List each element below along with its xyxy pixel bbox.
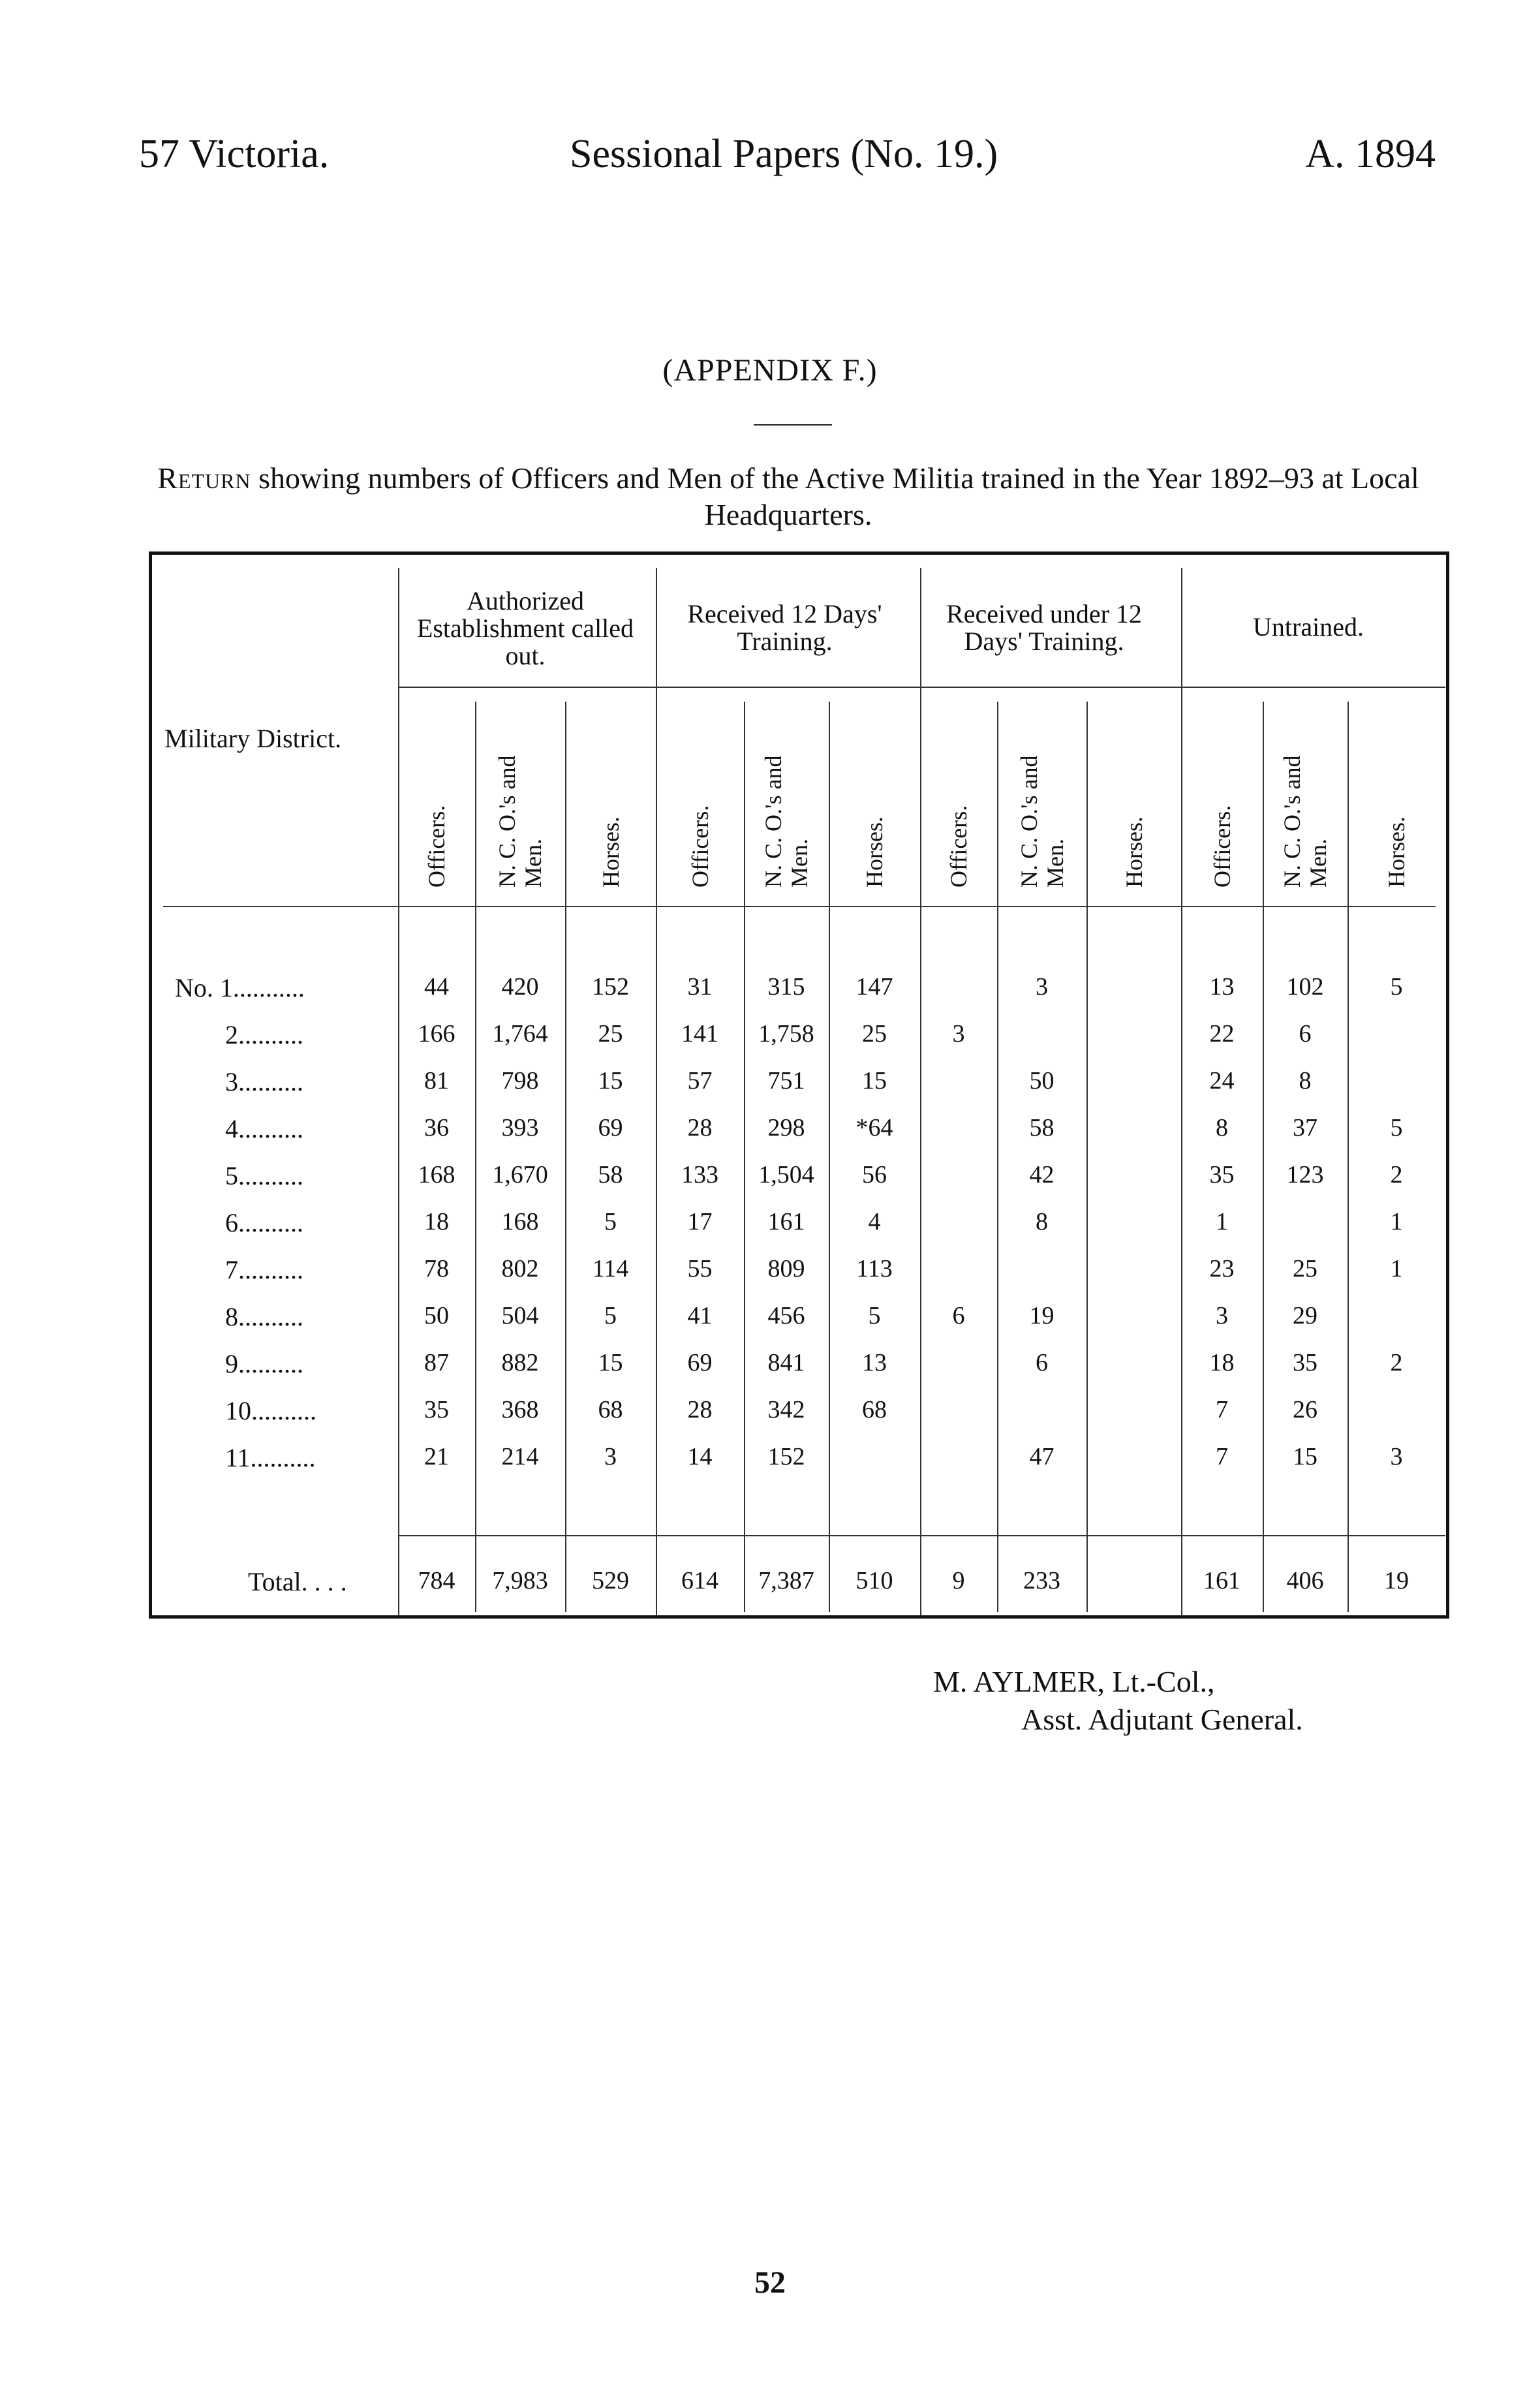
table-cell (920, 1395, 997, 1435)
column-header-ncos (1279, 756, 1331, 888)
table-cell (920, 972, 997, 1012)
row-label: No. 1........... (175, 973, 305, 1002)
table-cell (920, 1254, 997, 1294)
table-cell (1086, 1348, 1181, 1388)
table-cell: 25 (598, 1020, 623, 1047)
table-cell: 5 (1390, 1114, 1403, 1141)
column-header-officers: Officers. (946, 805, 972, 888)
column-header-ncos-line1: N. C. O.'s and (760, 755, 786, 888)
table-cell: 18 (1209, 1349, 1235, 1376)
column-header-officers: Officers. (686, 805, 713, 888)
total-cell: 510 (855, 1567, 893, 1594)
table-cell: 1,670 (492, 1161, 548, 1188)
table-cell: 152 (592, 973, 629, 1001)
row-label: 4.......... (225, 1114, 303, 1143)
total-row-label: Total. . . . (248, 1567, 347, 1596)
table-cell (1348, 1301, 1445, 1341)
table-cell: 8 (1299, 1067, 1312, 1094)
table-cell: 298 (767, 1114, 805, 1141)
table-cell: 31 (687, 973, 713, 1001)
table-cell: 50 (424, 1302, 449, 1329)
group-header-authorized: Authorized Establishment called out. (416, 586, 634, 670)
group-header-rule (398, 687, 1445, 688)
running-head-right: A. 1894 (1305, 132, 1436, 176)
table-cell (1086, 1207, 1181, 1247)
table-cell: 3 (1036, 973, 1048, 1001)
table-cell: 809 (767, 1255, 805, 1282)
table-cell: 2 (1390, 1161, 1403, 1188)
running-head-left: 57 Victoria. (139, 132, 330, 176)
table-cell: 25 (862, 1020, 887, 1047)
table-cell: 25 (1293, 1255, 1317, 1282)
signature-title: Asst. Adjutant General. (1021, 1703, 1303, 1736)
intro-text: showing numbers of Officers and Men of the Active Militia trained in the Year 1892–93 at Local Headquarters. (251, 461, 1419, 531)
table-cell: 3 (1216, 1302, 1228, 1329)
table-cell: 78 (424, 1255, 449, 1282)
total-cell: 9 (952, 1567, 965, 1594)
table-cell: 26 (1293, 1396, 1317, 1423)
table-cell: 42 (1029, 1161, 1055, 1188)
total-rule (398, 1535, 1445, 1536)
table-cell: 393 (501, 1114, 539, 1141)
column-header-ncos-line1: N. C. O.'s and (1015, 755, 1042, 888)
table-cell (1086, 972, 1181, 1012)
table-cell (997, 1254, 1086, 1294)
table-cell (1086, 1301, 1181, 1341)
table-cell: 35 (1293, 1349, 1317, 1376)
table-cell: 168 (418, 1161, 455, 1188)
table-cell: 29 (1293, 1302, 1317, 1329)
table-cell: 133 (681, 1161, 718, 1188)
table-cell: 44 (424, 973, 449, 1001)
table-cell: 342 (767, 1396, 805, 1423)
total-cell: 529 (592, 1567, 629, 1594)
table-cell: 141 (681, 1020, 718, 1047)
table-cell: 19 (1029, 1302, 1055, 1329)
table-cell: 15 (598, 1067, 623, 1094)
table-cell: 24 (1209, 1067, 1235, 1094)
row-label: 5.......... (225, 1161, 303, 1190)
column-header-ncos (1016, 756, 1068, 888)
table-cell: 55 (687, 1255, 713, 1282)
table-cell: 1 (1390, 1208, 1403, 1235)
column-header-horses: Horses. (861, 816, 887, 888)
table-cell: 882 (501, 1349, 539, 1376)
table-cell: 47 (1029, 1443, 1055, 1470)
row-label: 11.......... (225, 1443, 316, 1472)
table-cell: 68 (862, 1396, 887, 1423)
table-cell: 214 (501, 1443, 539, 1470)
table-cell: 161 (767, 1208, 805, 1235)
total-cell: 7,387 (758, 1567, 814, 1594)
table-cell: 4 (868, 1208, 881, 1235)
table-cell: 21 (424, 1443, 449, 1470)
table-cell: 456 (767, 1302, 805, 1329)
table-cell: 6 (1036, 1349, 1048, 1376)
table-cell: 58 (598, 1161, 623, 1188)
column-header-horses: Horses. (597, 816, 624, 888)
table-cell: 1,504 (758, 1161, 814, 1188)
row-label: 3.......... (225, 1067, 303, 1096)
column-header-ncos-line1: N. C. O.'s and (494, 755, 520, 888)
table-cell: 15 (598, 1349, 623, 1376)
table-cell (1086, 1019, 1181, 1059)
total-cell: 406 (1286, 1567, 1324, 1594)
table-cell: 166 (418, 1020, 455, 1047)
table-cell (920, 1160, 997, 1200)
table-cell: 8 (1216, 1114, 1228, 1141)
intro-paragraph (139, 460, 1438, 533)
table-cell: 69 (598, 1114, 623, 1141)
table-cell: 420 (501, 973, 539, 1001)
page-number: 52 (754, 2265, 786, 2300)
table-cell: 802 (501, 1255, 539, 1282)
table-cell: 751 (767, 1067, 805, 1094)
column-header-ncos-line2: Men. (520, 839, 546, 888)
table-cell: 7 (1216, 1396, 1228, 1423)
column-header-ncos (760, 756, 812, 888)
row-label: 8.......... (225, 1302, 303, 1331)
table-cell: 68 (598, 1396, 623, 1423)
table-cell: 23 (1209, 1255, 1235, 1282)
table-cell: 15 (1293, 1443, 1317, 1470)
total-cell: 161 (1203, 1567, 1240, 1594)
table-cell: 168 (501, 1208, 539, 1235)
table-cell: 798 (501, 1067, 539, 1094)
table-cell (997, 1395, 1086, 1435)
column-header-ncos-line2: Men. (1041, 839, 1068, 888)
table-cell (1348, 1395, 1445, 1435)
row-label: 2.......... (225, 1020, 303, 1049)
table-cell: *64 (855, 1114, 893, 1141)
table-cell: 35 (424, 1396, 449, 1423)
table-cell: 8 (1036, 1208, 1048, 1235)
title-rule (754, 424, 832, 426)
total-cell (1086, 1566, 1181, 1606)
appendix-title: (APPENDIX F.) (662, 353, 878, 388)
column-header-rule (163, 906, 1436, 907)
table-cell: 81 (424, 1067, 449, 1094)
total-cell: 784 (418, 1567, 455, 1594)
table-cell: 152 (767, 1443, 805, 1470)
table-cell: 41 (687, 1302, 713, 1329)
table-cell (920, 1207, 997, 1247)
table-cell: 22 (1209, 1020, 1235, 1047)
table-cell (920, 1348, 997, 1388)
column-header-horses: Horses. (1383, 816, 1409, 888)
table-cell (997, 1019, 1086, 1059)
table-cell: 114 (592, 1255, 629, 1282)
table-cell: 69 (687, 1349, 713, 1376)
table-cell: 36 (424, 1114, 449, 1141)
table-cell: 3 (604, 1443, 617, 1470)
table-cell (1086, 1160, 1181, 1200)
group-header-untrained: Untrained. (1253, 612, 1364, 642)
group-header-under-12: Received under 12 Days' Training. (946, 599, 1142, 656)
column-header-ncos-line2: Men. (1305, 839, 1331, 888)
table-cell: 1,764 (492, 1020, 548, 1047)
table-cell: 56 (862, 1161, 887, 1188)
table-cell: 50 (1029, 1067, 1055, 1094)
table-cell: 841 (767, 1349, 805, 1376)
table-cell: 5 (1390, 973, 1403, 1001)
column-header-officers: Officers. (1209, 805, 1235, 888)
table-cell: 87 (424, 1349, 449, 1376)
table-cell: 5 (604, 1302, 617, 1329)
table-cell: 6 (952, 1302, 965, 1329)
table-cell: 7 (1216, 1443, 1228, 1470)
table-cell: 35 (1209, 1161, 1235, 1188)
column-header-ncos-line2: Men. (786, 839, 812, 888)
running-head-center: Sessional Papers (No. 19.) (570, 132, 998, 176)
table-cell: 504 (501, 1302, 539, 1329)
table-cell (920, 1442, 997, 1482)
total-cell: 614 (681, 1567, 718, 1594)
table-cell: 15 (862, 1067, 887, 1094)
table-cell: 3 (952, 1020, 965, 1047)
table-cell: 368 (501, 1396, 539, 1423)
table-cell: 113 (856, 1255, 893, 1282)
table-cell (1348, 1019, 1445, 1059)
table-cell: 28 (687, 1396, 713, 1423)
table-cell (1086, 1395, 1181, 1435)
row-label: 9.......... (225, 1349, 303, 1378)
table-cell: 28 (687, 1114, 713, 1141)
column-header-ncos-line1: N. C. O.'s and (1279, 755, 1305, 888)
column-header-horses: Horses. (1120, 816, 1147, 888)
signature-name: M. AYLMER, Lt.-Col., (933, 1665, 1215, 1698)
total-cell: 233 (1023, 1567, 1060, 1594)
table-cell: 18 (424, 1208, 449, 1235)
table-cell: 14 (687, 1443, 713, 1470)
table-cell: 123 (1286, 1161, 1324, 1188)
table-cell: 147 (855, 973, 893, 1001)
table-cell (1348, 1066, 1445, 1106)
table-cell: 3 (1390, 1443, 1403, 1470)
table-cell: 315 (767, 973, 805, 1001)
table-cell: 1 (1216, 1208, 1228, 1235)
intro-lead: Return (157, 461, 251, 495)
table-cell: 6 (1299, 1020, 1312, 1047)
table-cell: 2 (1390, 1349, 1403, 1376)
row-label: 6.......... (225, 1208, 303, 1237)
table-cell (1086, 1442, 1181, 1482)
table-cell (829, 1442, 920, 1482)
military-district-header: Military District. (164, 724, 342, 753)
table-cell: 5 (868, 1302, 881, 1329)
table-cell (920, 1113, 997, 1153)
table-cell (1086, 1066, 1181, 1106)
table-cell: 17 (687, 1208, 713, 1235)
table-cell: 13 (1209, 973, 1235, 1001)
group-header-received-12: Received 12 Days' Training. (687, 599, 882, 656)
table-cell (920, 1066, 997, 1106)
row-label: 7.......... (225, 1255, 303, 1284)
table-cell: 5 (604, 1208, 617, 1235)
column-header-ncos (494, 756, 546, 888)
table-cell (1086, 1113, 1181, 1153)
column-header-officers: Officers. (424, 805, 450, 888)
table-cell: 102 (1286, 973, 1324, 1001)
total-cell: 7,983 (492, 1567, 548, 1594)
table-cell: 13 (862, 1349, 887, 1376)
table-cell: 1,758 (758, 1020, 814, 1047)
row-label: 10.......... (225, 1396, 316, 1425)
table-cell: 1 (1390, 1255, 1403, 1282)
table-cell: 58 (1029, 1114, 1055, 1141)
table-cell: 57 (687, 1067, 713, 1094)
table-cell (1263, 1207, 1348, 1247)
total-cell: 19 (1384, 1567, 1409, 1594)
table-cell (1086, 1254, 1181, 1294)
table-cell: 37 (1293, 1114, 1317, 1141)
